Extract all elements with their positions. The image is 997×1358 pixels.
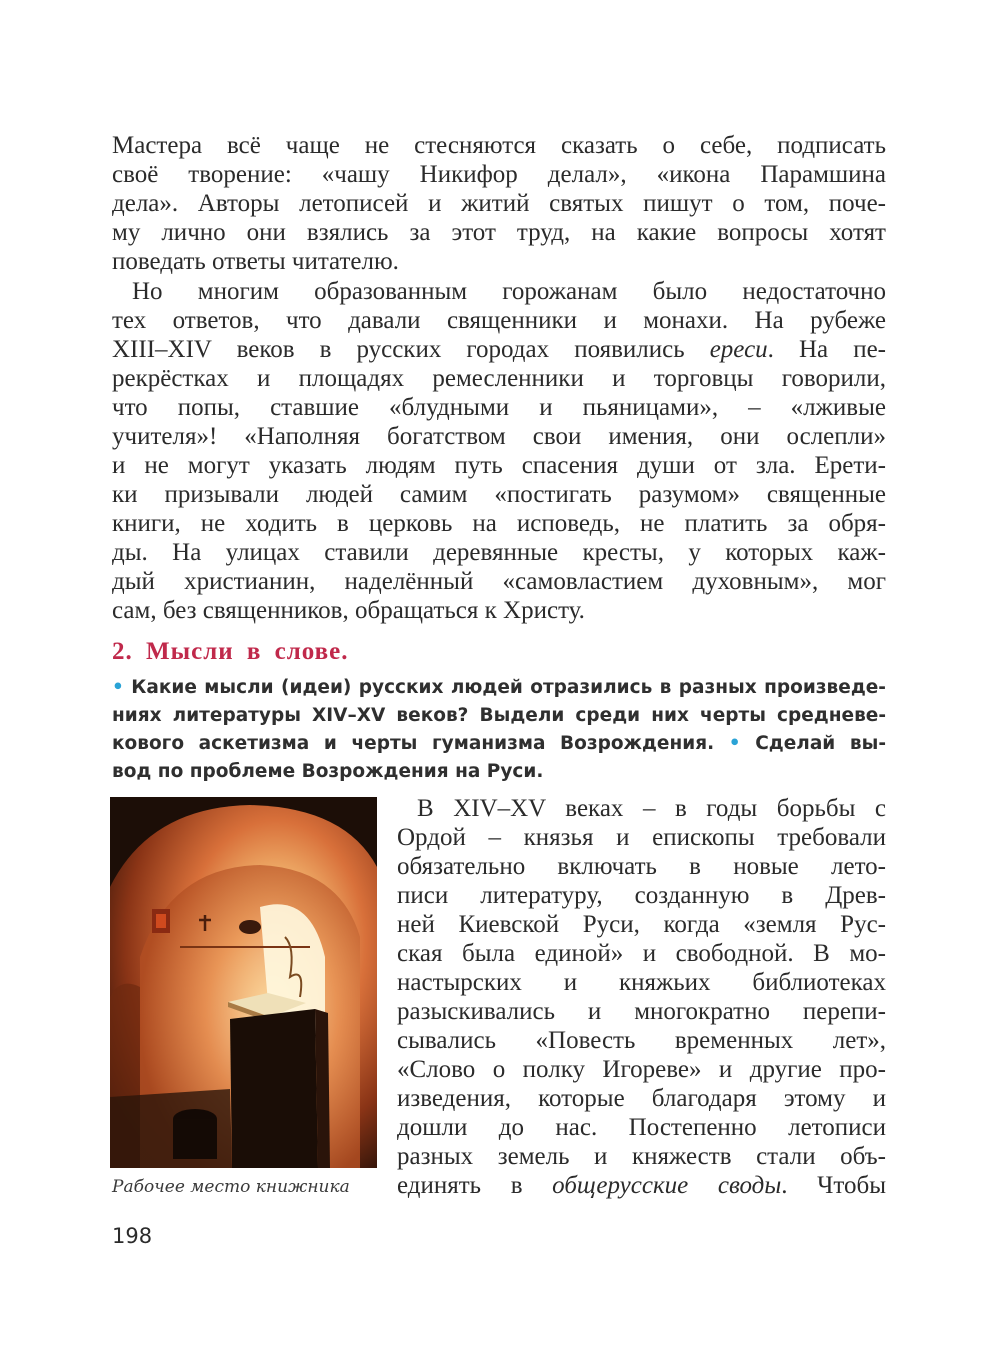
text-line: Но многим образованным горожанам было недостаточно: [132, 278, 886, 305]
text-line: поведать ответы читателю.: [112, 248, 399, 275]
text-line: Ордой – князья и епископы требовали: [397, 824, 886, 851]
text-line: настырских и княжьих библиотеках: [397, 969, 886, 996]
text-line: ней Киевской Руси, когда «земля Рус-: [397, 911, 886, 938]
text-line: сам, без священников, обращаться к Христу.: [112, 597, 585, 624]
question-line: [112, 730, 886, 758]
text-span: Сделай вы-: [755, 733, 886, 754]
question-line: [112, 674, 886, 702]
text-line: учителя»! «Наполняя богатством свои имения, они ослепли»: [112, 423, 886, 450]
text-span: . Чтобы: [781, 1172, 886, 1199]
text-line: рекрёстках и площадях ремесленники и торговцы говорили,: [112, 365, 886, 392]
page-number: 198: [112, 1224, 153, 1248]
bullet-icon: •: [112, 677, 124, 698]
question-line: ниях литературы XIV–XV веков? Выдели среди них черты средневе-: [112, 705, 886, 726]
text-span: XIII–XIV веков в русских городах появились: [112, 336, 710, 363]
text-line: разыскивались и многократно перепи-: [397, 998, 886, 1025]
photo-illustration: [110, 797, 377, 1168]
text-line: сывались «Повесть временных лет»,: [397, 1027, 886, 1054]
text-line: [397, 1171, 886, 1200]
question-line: вод по проблеме Возрождения на Руси.: [112, 761, 544, 782]
bullet-icon: •: [728, 733, 741, 754]
text-line: ки призывали людей самим «постигать разумом» священные: [112, 481, 886, 508]
text-line: дошли до нас. Постепенно летописи: [397, 1114, 886, 1141]
text-line: тех ответов, что давали священники и монахи. На рубеже: [112, 307, 886, 334]
text-span: единять в: [397, 1172, 553, 1199]
text-line: книги, не ходить в церковь на исповедь, не платить за обря-: [112, 510, 886, 537]
text-line: своё творение: «чашу Никифор делал», «икона Парамшина: [112, 161, 886, 188]
text-span: . На пе-: [767, 336, 887, 363]
section-heading: 2. Мысли в слове.: [112, 638, 349, 665]
text-line: разных земель и княжеств стали объ-: [397, 1143, 886, 1170]
term-heresy: ереси: [709, 336, 768, 363]
text-line: Мастера всё чаще не стесняются сказать о себе, подписать: [112, 132, 886, 159]
scribe-workplace-photo: [110, 797, 377, 1168]
text-line: ская была единой» и свободной. В мо-: [397, 940, 886, 967]
text-line: и не могут указать людям путь спасения души от зла. Ерети-: [112, 452, 886, 479]
text-span: Какие мысли (идеи) русских людей отразились в разных произведе-: [131, 677, 886, 698]
text-line: дый христианин, наделённый «самовластием духовным», мог: [112, 568, 886, 595]
text-line: обязательно включать в новые лето-: [397, 853, 886, 880]
text-line: писи литературу, созданную в Древ-: [397, 882, 886, 909]
text-line: изведения, которые благодаря этому и: [397, 1085, 886, 1112]
photo-caption: Рабочее место книжника: [112, 1177, 350, 1197]
text-line: «Слово о полку Игореве» и другие про-: [397, 1056, 886, 1083]
text-line: му лично они взялись за этот труд, на какие вопросы хотят: [112, 219, 886, 246]
text-line: что попы, ставшие «блудными и пьяницами», – «лживые: [112, 394, 886, 421]
text-line: В XIV–XV веках – в годы борьбы с: [417, 795, 886, 822]
text-line: дела». Авторы летописей и житий святых пишут о том, поче-: [112, 190, 886, 217]
text-span: кового аскетизма и черты гуманизма Возрождения.: [112, 733, 715, 754]
text-line: [112, 335, 886, 364]
text-line: ды. На улицах ставили деревянные кресты, у которых каж-: [112, 539, 886, 566]
term-all-russian-codes: общерусские своды: [552, 1172, 782, 1199]
